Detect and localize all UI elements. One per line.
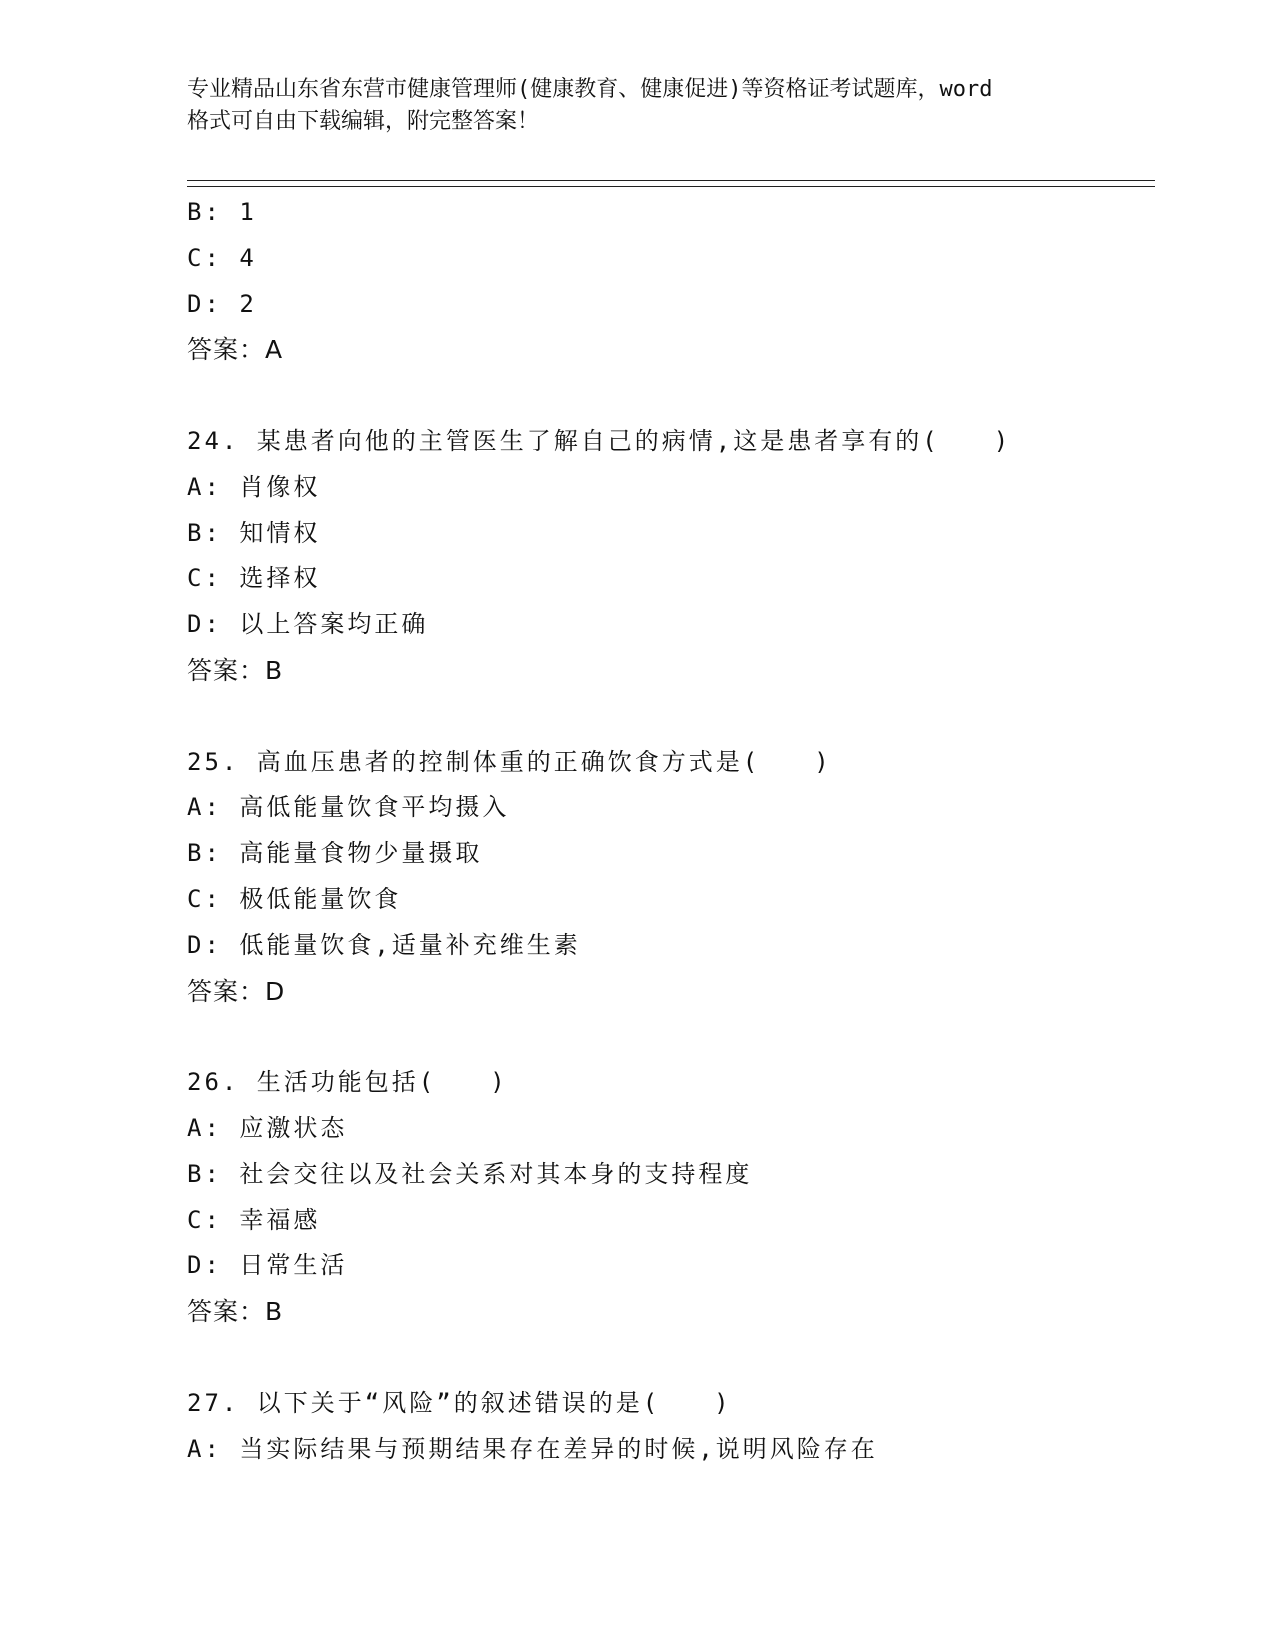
option-c: C: 极低能量饮食 bbox=[187, 884, 402, 913]
answer-line: 答案：B bbox=[187, 655, 284, 685]
question-stem: 26. 生活功能包括( ) bbox=[187, 1068, 508, 1097]
spacer bbox=[187, 1014, 1155, 1060]
option-b: B: 1 bbox=[187, 198, 257, 226]
answer-line: 答案：D bbox=[187, 976, 286, 1006]
option-a: A: 当实际结果与预期结果存在差异的时候,说明风险存在 bbox=[187, 1434, 878, 1463]
option-b: B: 高能量食物少量摄取 bbox=[187, 839, 483, 868]
answer-line: 答案：B bbox=[187, 1297, 284, 1327]
question-stem: 24. 某患者向他的主管医生了解自己的病情,这是患者享有的( ) bbox=[187, 426, 1012, 455]
question-23-continued bbox=[187, 190, 1155, 373]
question-27 bbox=[187, 1381, 1155, 1473]
document-header bbox=[187, 74, 1087, 138]
question-24 bbox=[187, 419, 1155, 694]
header-divider-top bbox=[187, 180, 1155, 181]
spacer bbox=[187, 1335, 1155, 1381]
option-d: D: 以上答案均正确 bbox=[187, 610, 429, 639]
answer-line: 答案：A bbox=[187, 335, 284, 365]
question-stem: 25. 高血压患者的控制体重的正确饮食方式是( ) bbox=[187, 747, 832, 776]
option-a: A: 高低能量饮食平均摄入 bbox=[187, 793, 510, 822]
option-c: C: 4 bbox=[187, 243, 257, 272]
question-25 bbox=[187, 740, 1155, 1015]
question-26 bbox=[187, 1060, 1155, 1335]
question-list bbox=[187, 190, 1155, 1472]
option-d: D: 日常生活 bbox=[187, 1251, 348, 1280]
option-a: A: 应激状态 bbox=[187, 1113, 348, 1142]
option-b: B: 社会交往以及社会关系对其本身的支持程度 bbox=[187, 1159, 753, 1188]
option-b: B: 知情权 bbox=[187, 518, 321, 547]
header-divider-bottom bbox=[187, 186, 1155, 187]
option-a: A: 肖像权 bbox=[187, 472, 321, 501]
question-stem: 27. 以下关于“风险”的叙述错误的是( ) bbox=[187, 1388, 732, 1417]
option-d: D: 2 bbox=[187, 289, 257, 318]
spacer bbox=[187, 694, 1155, 740]
header-line-2: 格式可自由下载编辑，附完整答案！ bbox=[187, 109, 540, 134]
option-c: C: 选择权 bbox=[187, 564, 321, 593]
spacer bbox=[187, 373, 1155, 419]
header-line-1: 专业精品山东省东营市健康管理师(健康教育、健康促进)等资格证考试题库，word bbox=[187, 77, 993, 102]
option-c: C: 幸福感 bbox=[187, 1205, 321, 1234]
option-d: D: 低能量饮食,适量补充维生素 bbox=[187, 930, 581, 959]
